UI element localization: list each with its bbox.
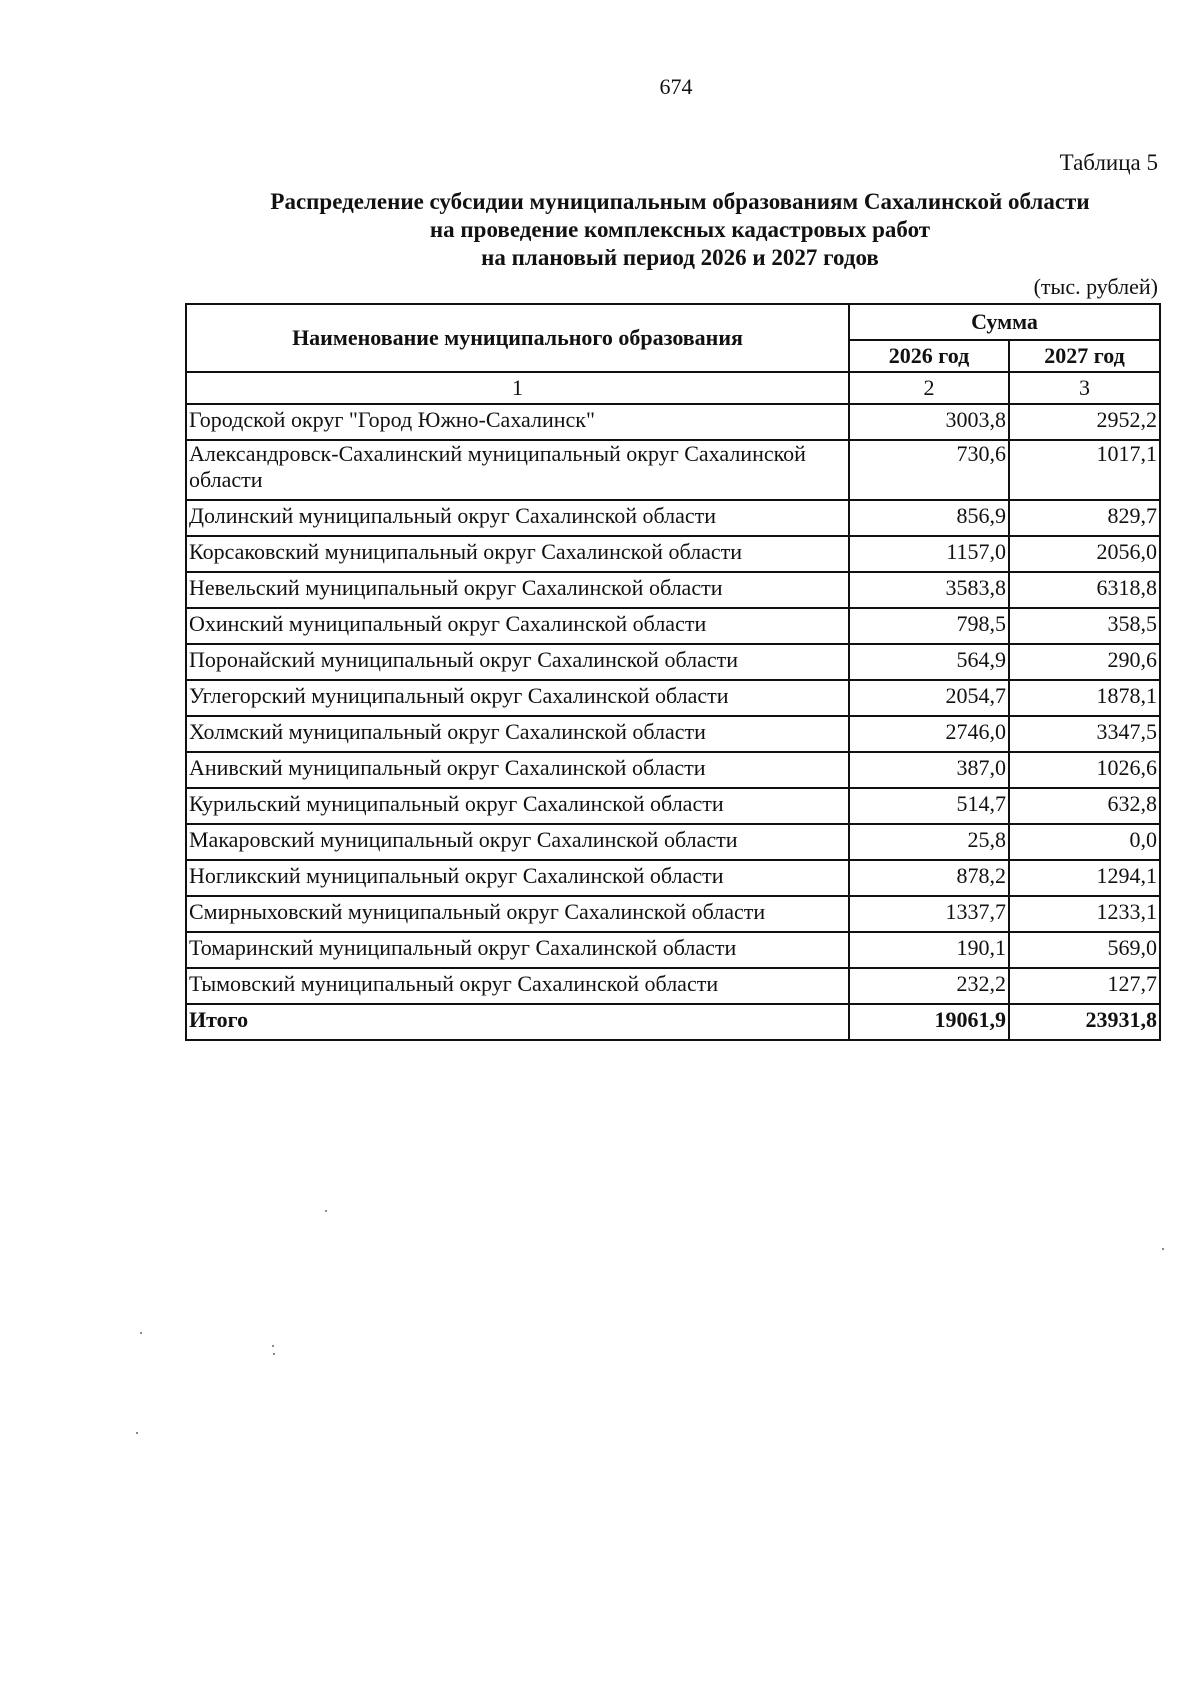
amount-2027: 569,0 — [1009, 932, 1160, 968]
municipality-name: Анивский муниципальный округ Сахалинской области — [186, 752, 849, 788]
amount-2027: 358,5 — [1009, 608, 1160, 644]
column-number-2: 2 — [849, 372, 1009, 404]
table-row — [186, 788, 1160, 824]
table-row — [186, 968, 1160, 1004]
column-number-1: 1 — [186, 372, 849, 404]
municipality-name: Ногликский муниципальный округ Сахалинской области — [186, 860, 849, 896]
header-year-2027: 2027 год — [1009, 340, 1160, 372]
municipality-name: Городской округ "Город Южно-Сахалинск" — [186, 404, 849, 440]
table-row — [186, 932, 1160, 968]
header-name: Наименование муниципального образования — [186, 304, 849, 372]
municipality-name: Холмский муниципальный округ Сахалинской области — [186, 716, 849, 752]
total-row — [186, 1004, 1160, 1040]
amount-2027: 1233,1 — [1009, 896, 1160, 932]
amount-2027: 1026,6 — [1009, 752, 1160, 788]
scan-speck — [272, 1345, 274, 1347]
document-title — [180, 188, 1180, 272]
table-row — [186, 716, 1160, 752]
page-number: 674 — [659, 74, 693, 99]
table-row — [186, 608, 1160, 644]
amount-2026: 564,9 — [849, 644, 1009, 680]
amount-2026: 3583,8 — [849, 572, 1009, 608]
table-row — [186, 680, 1160, 716]
municipality-name: Томаринский муниципальный округ Сахалинской области — [186, 932, 849, 968]
amount-2027: 829,7 — [1009, 500, 1160, 536]
amount-2027: 0,0 — [1009, 824, 1160, 860]
title-line-2: на проведение комплексных кадастровых работ — [429, 217, 931, 242]
amount-2027: 3347,5 — [1009, 716, 1160, 752]
table-row — [186, 572, 1160, 608]
table-row — [186, 824, 1160, 860]
units-label: (тыс. рублей) — [1033, 274, 1158, 299]
subsidy-table — [185, 303, 1161, 1041]
amount-2026: 514,7 — [849, 788, 1009, 824]
scan-speck — [136, 1432, 138, 1434]
header-sum: Сумма — [849, 304, 1160, 340]
table-row — [186, 644, 1160, 680]
amount-2027: 6318,8 — [1009, 572, 1160, 608]
amount-2026: 25,8 — [849, 824, 1009, 860]
municipality-name: Александровск-Сахалинский муниципальный округ Сахалинской области — [186, 440, 849, 500]
table-label: Таблица 5 — [1059, 150, 1158, 175]
amount-2026: 387,0 — [849, 752, 1009, 788]
municipality-name: Тымовский муниципальный округ Сахалинской области — [186, 968, 849, 1004]
amount-2027: 632,8 — [1009, 788, 1160, 824]
column-number-3: 3 — [1009, 372, 1160, 404]
amount-2027: 290,6 — [1009, 644, 1160, 680]
table-row — [186, 440, 1160, 500]
amount-2027: 1294,1 — [1009, 860, 1160, 896]
municipality-name: Смирныховский муниципальный округ Сахалинской области — [186, 896, 849, 932]
total-label: Итого — [186, 1004, 849, 1040]
table-row — [186, 860, 1160, 896]
amount-2027: 1878,1 — [1009, 680, 1160, 716]
table-row — [186, 752, 1160, 788]
amount-2026: 190,1 — [849, 932, 1009, 968]
amount-2027: 2952,2 — [1009, 404, 1160, 440]
amount-2026: 3003,8 — [849, 404, 1009, 440]
scan-speck — [273, 1353, 275, 1355]
total-2027: 23931,8 — [1009, 1004, 1160, 1040]
amount-2026: 798,5 — [849, 608, 1009, 644]
amount-2026: 856,9 — [849, 500, 1009, 536]
amount-2026: 1337,7 — [849, 896, 1009, 932]
total-2026: 19061,9 — [849, 1004, 1009, 1040]
municipality-name: Корсаковский муниципальный округ Сахалинской области — [186, 536, 849, 572]
amount-2026: 2746,0 — [849, 716, 1009, 752]
municipality-name: Углегорский муниципальный округ Сахалинской области — [186, 680, 849, 716]
amount-2027: 1017,1 — [1009, 440, 1160, 500]
amount-2026: 1157,0 — [849, 536, 1009, 572]
amount-2026: 730,6 — [849, 440, 1009, 500]
table-row — [186, 500, 1160, 536]
table-row — [186, 536, 1160, 572]
table-row — [186, 404, 1160, 440]
scan-speck — [325, 1210, 327, 1212]
amount-2027: 127,7 — [1009, 968, 1160, 1004]
municipality-name: Долинский муниципальный округ Сахалинской области — [186, 500, 849, 536]
municipality-name: Поронайский муниципальный округ Сахалинской области — [186, 644, 849, 680]
amount-2026: 2054,7 — [849, 680, 1009, 716]
amount-2027: 2056,0 — [1009, 536, 1160, 572]
header-year-2026: 2026 год — [849, 340, 1009, 372]
municipality-name: Невельский муниципальный округ Сахалинской области — [186, 572, 849, 608]
municipality-name: Охинский муниципальный округ Сахалинской области — [186, 608, 849, 644]
amount-2026: 232,2 — [849, 968, 1009, 1004]
scan-speck — [140, 1332, 142, 1334]
title-line-1: Распределение субсидии муниципальным образованиям Сахалинской области — [270, 189, 1090, 214]
scan-speck — [1162, 1248, 1164, 1250]
title-line-3: на плановый период 2026 и 2027 годов — [481, 245, 879, 270]
amount-2026: 878,2 — [849, 860, 1009, 896]
table-row — [186, 896, 1160, 932]
municipality-name: Макаровский муниципальный округ Сахалинской области — [186, 824, 849, 860]
municipality-name: Курильский муниципальный округ Сахалинской области — [186, 788, 849, 824]
